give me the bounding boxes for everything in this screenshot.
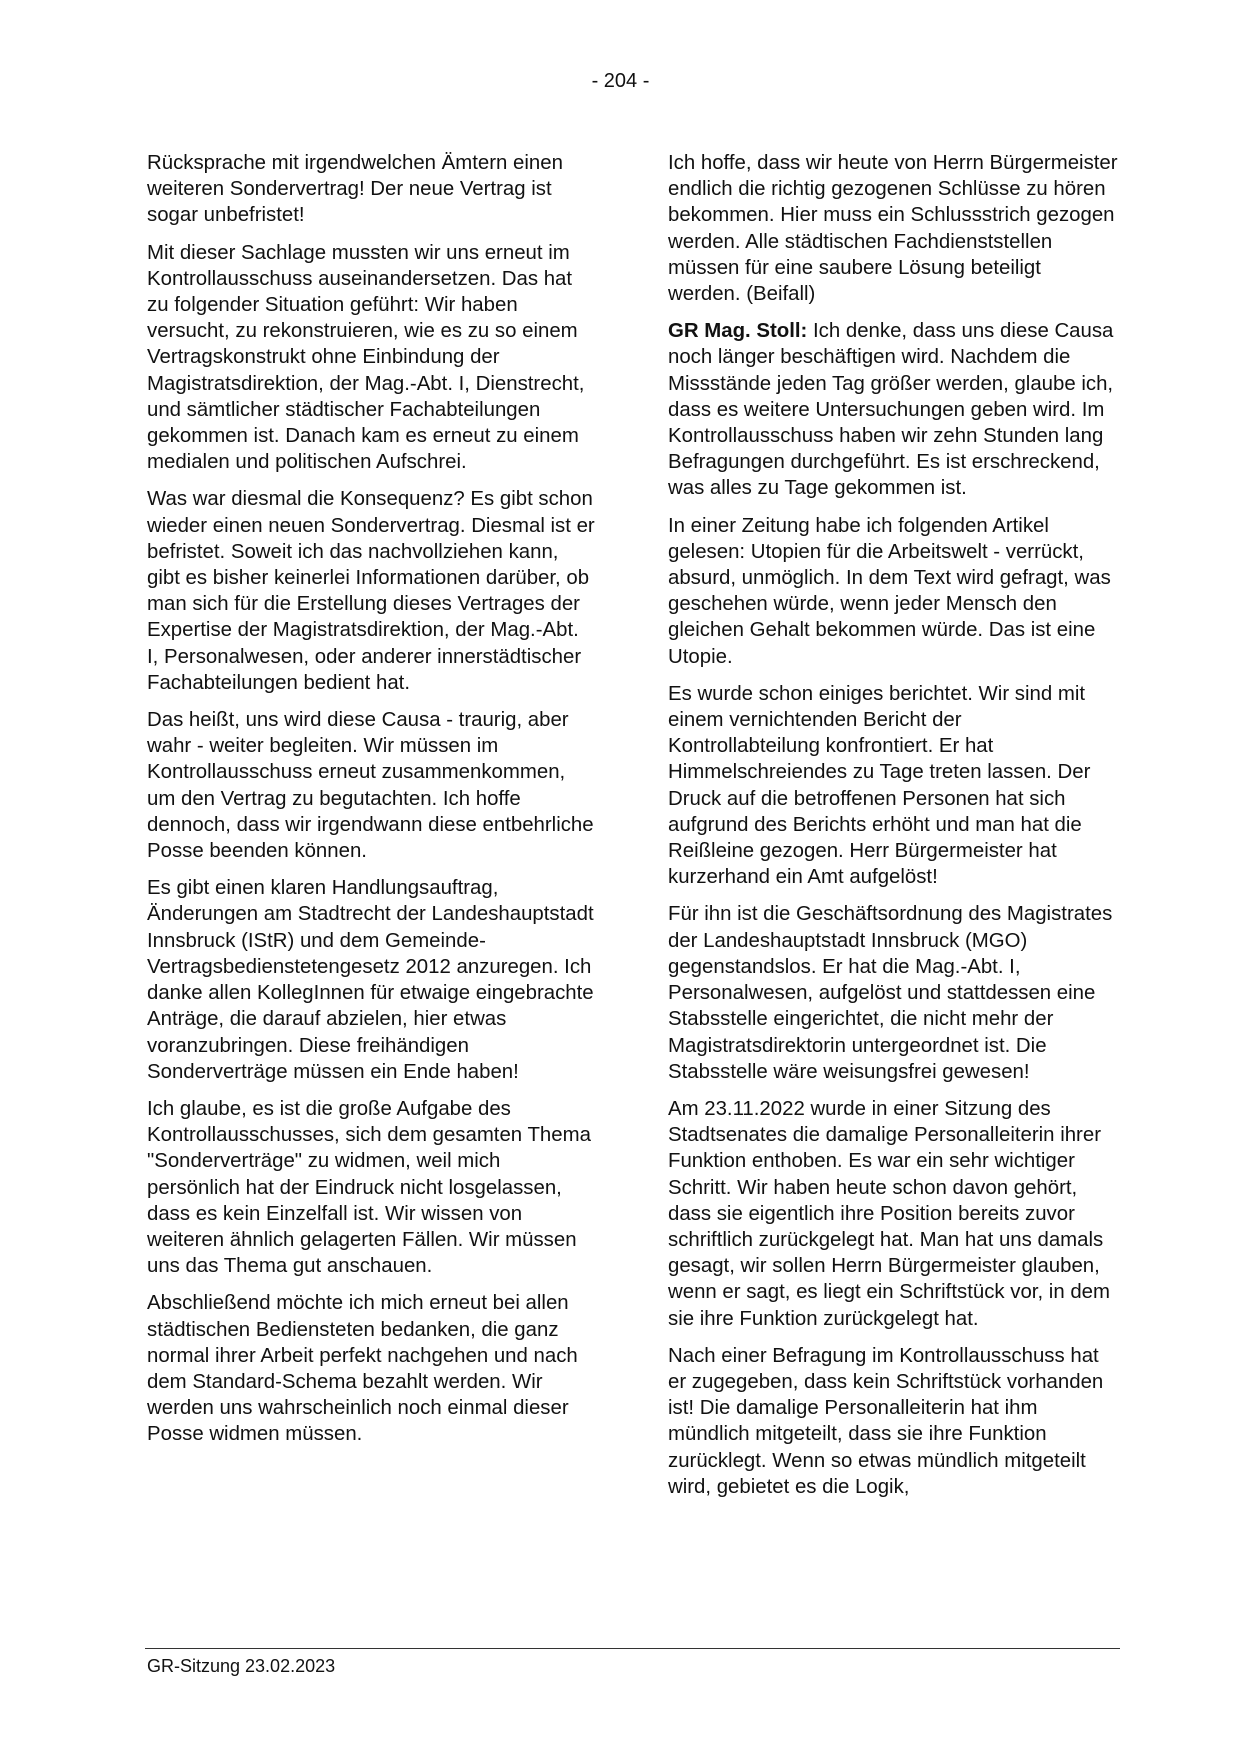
paragraph: Es wurde schon einiges berichtet. Wir sind mit einem vernichtenden Bericht der Kontrollabteilung konfrontiert. Er hat Himmelschreiendes zu Tage treten lassen. Der Druck auf die betroffenen Personen hat sich aufgrund des Berichts erhöht und man hat die Reißleine gezogen. Herr Bürgermeister hat kurzerhand ein Amt aufgelöst! bbox=[668, 682, 1091, 889]
paragraph: Nach einer Befragung im Kontrollausschuss hat er zugegeben, dass kein Schriftstück vorhanden ist! Die damalige Personalleiterin hat ihm mündlich mitgeteilt, dass sie ihre Funktion zurücklegt. Wenn so etwas mündlich mitgeteilt wird, gebietet es die Logik, bbox=[668, 1344, 1104, 1498]
paragraph: Rücksprache mit irgendwelchen Ämtern einen weiteren Sondervertrag! Der neue Vertrag ist sogar unbefristet! bbox=[147, 152, 563, 227]
paragraph: Am 23.11.2022 wurde in einer Sitzung des Stadtsenates die damalige Personalleiterin ihrer Funktion enthoben. Es war ein sehr wichtiger Schritt. Wir haben heute schon davon gehört, dass sie eigentlich ihre Position bereits zuvor schriftlich zurückgelegt hat. Man hat uns damals gesagt, wir sollen Herrn Bürgermeister glauben, wenn er sagt, es liegt ein Schriftstück vor, in dem sie ihre Funktion zurückgelegt hat. bbox=[668, 1097, 1111, 1330]
footer-divider bbox=[145, 1648, 1120, 1649]
paragraph: Ich hoffe, dass wir heute von Herrn Bürgermeister endlich die richtig gezogenen Schlüsse zu hören bekommen. Hier muss ein Schlussstrich gezogen werden. Alle städtischen Fachdienststellen müssen für eine saubere Lösung beteiligt werden. (Beifall) bbox=[668, 152, 1118, 306]
right-column bbox=[668, 150, 1118, 1511]
paragraph: Mit dieser Sachlage mussten wir uns erneut im Kontrollausschuss auseinandersetzen. Das hat zu folgender Situation geführt: Wir haben versucht, zu rekonstruieren, wie es zu so einem Vertragskonstrukt ohne Einbindung der Magistratsdirektion, der Mag.-Abt. I, Dienstrecht, und sämtlicher städtischer Fachabteilungen gekommen ist. Danach kam es erneut zu einem medialen und politischen Aufschrei. bbox=[147, 241, 585, 474]
paragraph: Abschließend möchte ich mich erneut bei allen städtischen Bediensteten bedanken, die ganz normal ihrer Arbeit perfekt nachgehen und nach dem Standard-Schema bezahlt werden. Wir werden uns wahrscheinlich noch einmal dieser Posse widmen müssen. bbox=[147, 1292, 578, 1446]
footer-session-date: GR-Sitzung 23.02.2023 bbox=[147, 1656, 336, 1676]
paragraph: Ich glaube, es ist die große Aufgabe des Kontrollausschusses, sich dem gesamten Thema "Sonderverträge" zu widmen, weil mich persönlich hat der Eindruck nicht losgelassen, dass es kein Einzelfall ist. Wir wissen von weiteren ähnlich gelagerten Fällen. Wir müssen uns das Thema gut anschauen. bbox=[147, 1097, 591, 1278]
paragraph: Das heißt, uns wird diese Causa - traurig, aber wahr - weiter begleiten. Wir müssen im Kontrollausschuss erneut zusammenkommen, um den Vertrag zu begutachten. Ich hoffe dennoch, dass wir irgendwann diese entbehrliche Posse beenden können. bbox=[147, 709, 594, 863]
paragraph: Für ihn ist die Geschäftsordnung des Magistrates der Landeshauptstadt Innsbruck (MGO) gegenstandslos. Er hat die Mag.-Abt. I, Personalwesen, aufgelöst und stattdessen eine Stabsstelle eingerichtet, die nicht mehr der Magistratsdirektorin untergeordnet ist. Die Stabsstelle wäre weisungsfrei gewesen! bbox=[668, 903, 1113, 1083]
paragraph: Was war diesmal die Konsequenz? Es gibt schon wieder einen neuen Sondervertrag. Diesmal ist er befristet. Soweit ich das nachvollziehen kann, gibt es bisher keinerlei Informationen darüber, ob man sich für die Erstellung dieses Vertrages der Expertise der Magistratsdirektion, der Mag.-Abt. I, Personalwesen, oder anderer innerstädtischer Fachabteilungen bedient hat. bbox=[147, 488, 595, 694]
paragraph: Es gibt einen klaren Handlungsauftrag, Änderungen am Stadtrecht der Landeshauptstadt Innsbruck (IStR) und dem Gemeinde-Vertragsbedienstetengesetz 2012 anzuregen. Ich danke allen KollegInnen für etwaige eingebrachte Anträge, die darauf abzielen, hier etwas voranzubringen. Diese freihändigen Sonderverträge müssen ein Ende haben! bbox=[147, 877, 594, 1083]
left-column bbox=[147, 150, 595, 1459]
paragraph: In einer Zeitung habe ich folgenden Artikel gelesen: Utopien für die Arbeitswelt - verrückt, absurd, unmöglich. In dem Text wird gefragt, was geschehen würde, wenn jeder Mensch den gleichen Gehalt bekommen würde. Das ist eine Utopie. bbox=[668, 514, 1111, 668]
speaker-paragraph bbox=[668, 318, 1118, 501]
speech-text: Ich denke, dass uns diese Causa noch länger beschäftigen wird. Nachdem die Missstände jeden Tag größer werden, glaube ich, dass es weitere Untersuchungen geben wird. Im Kontrollausschuss haben wir zehn Stunden lang Befragungen durchgeführt. Es ist erschreckend, was alles zu Tage gekommen ist. bbox=[668, 320, 1114, 500]
speaker-name: GR Mag. Stoll: bbox=[668, 320, 808, 343]
page-number: - 204 - bbox=[591, 70, 650, 92]
